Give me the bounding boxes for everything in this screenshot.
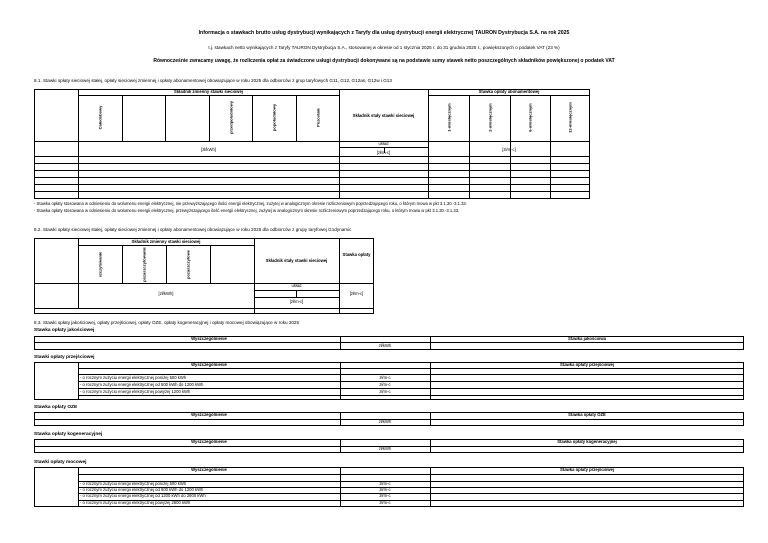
- unit-abon-zl-mc: [zł/m-c]: [502, 147, 516, 152]
- transition-row-unit: zł/m-c: [379, 389, 391, 394]
- oze-col-desc: Wyszczególnienie: [191, 412, 227, 417]
- col-pozaszczytowe: pozaszczytowe: [185, 250, 191, 279]
- unit-zl-mc: [zł/m-c]: [376, 150, 391, 155]
- section-8-1-heading: 8.1. Stawki opłaty sieciowej stałej, opłaty sieciowej zmiennej i opłaty abonamentowej obowiązujące w roku 2025 dla odbiorców z grup taryfowych G11, G12, G12as, G12w i G13: [34, 78, 392, 83]
- document-subtitle: t.j. stawkach netto wynikających z Taryfy TAURON Dystrybucja S.A., stosowanej w okresie od 1 stycznia 2025 r. do 31 grudnia 2025 r., powiększonych o podatek VAT (23 %): [208, 45, 560, 50]
- transition-row: - o rocznym zużyciu energii elektrycznej poniżej 500 kWh: [80, 375, 187, 380]
- oze-unit: zł/kWh: [378, 419, 392, 424]
- col-12-miesieczny: 12-miesięcznym: [567, 102, 573, 133]
- g1-unit-abon: [zł/m-c]: [349, 291, 364, 296]
- cogeneration-col-rate: Stawka opłaty kogeneracyjnej: [557, 439, 617, 444]
- transition-col-desc: Wyszczególnienie: [191, 362, 227, 367]
- capacity-fee-label: Stawki opłaty mocowej: [34, 460, 87, 465]
- col-pozostale: Pozostałe: [315, 108, 321, 127]
- g1-uklad: układ: [291, 283, 302, 288]
- variable-component-header: Składnik zmienny stawki sieciowej: [174, 89, 243, 94]
- fixed-component-header: Składnik stały stawki sieciowej: [352, 113, 415, 118]
- col-calodobowy: Całodobowy: [97, 105, 103, 130]
- col-szczytowanie: szczytowanie: [97, 251, 103, 278]
- col-2-miesieczny: 2-miesięcznym: [487, 103, 493, 132]
- oze-fee-label: Stawka opłaty OZE: [34, 405, 78, 410]
- transition-fee-label: Stawki opłaty przejściowej: [34, 355, 95, 360]
- cogeneration-fee-label: Stawka opłaty kogeneracyjnej: [34, 432, 103, 437]
- g1-variable-header: Składnik zmienny stawki sieciowej: [131, 239, 201, 244]
- capacity-row-unit: zł/m-c: [379, 493, 391, 498]
- g1-unit-zl-kwh: [zł/kWh]: [158, 291, 174, 296]
- quality-col-desc: Wyszczególnienie: [191, 336, 227, 341]
- unit-zl-kwh: [zł/kWh]: [201, 147, 216, 152]
- capacity-col-rate: Stawka opłaty przejściowej: [560, 467, 614, 472]
- transition-row-unit: zł/m-c: [379, 382, 391, 387]
- g1-abon-header: Stawka opłaty: [342, 252, 371, 257]
- col-6-miesieczny: 6-miesięcznym: [527, 103, 533, 132]
- transition-col-rate: Stawka opłaty przejściowej: [560, 362, 614, 367]
- note-1: - Stawka opłaty stosowana w odniesieniu do wolumenu energii elektrycznej, nie przewyższającego ilości energii elektrycznej, zużytej w analogicznym okresie rozliczeniowym poprzedzającego roku, o którym mowa w pkt 3.1.30.-3.1.33.: [34, 201, 467, 206]
- capacity-row: - o rocznym zużyciu energii elektrycznej od 1200 kWh do 2800 kWh: [80, 493, 206, 498]
- uklad-label: układ: [378, 141, 389, 146]
- oze-col-rate: Stawka opłaty OZE: [568, 412, 606, 417]
- g1-fixed-header: Składnik stały stawki sieciowej: [265, 258, 328, 263]
- col-pozaszczytowanie: pozaszczytowanie: [141, 247, 147, 282]
- capacity-row-unit: zł/m-c: [379, 481, 391, 486]
- transition-row-unit: zł/m-c: [379, 375, 391, 380]
- capacity-row: - o rocznym zużyciu energii elektrycznej powyżej 2800 kWh: [80, 500, 191, 505]
- document-notice: Równocześnie zwracamy uwagę, że rozliczenia opłat za świadczone usługi dystrybucji dokonywane są na podstawie sumy stawek netto poszczególnych składników powiększonej o podatek VAT: [153, 58, 615, 64]
- capacity-col-desc: Wyszczególnienie: [191, 467, 227, 472]
- col-popoludniowy: popołudniowy: [271, 103, 277, 132]
- transition-row: - o rocznym zużyciu energii elektrycznej od 500 kWh do 1200 kWh: [80, 382, 204, 387]
- capacity-row: - o rocznym zużyciu energii elektrycznej poniżej 500 kWh: [80, 481, 187, 486]
- capacity-row-unit: zł/m-c: [379, 500, 391, 505]
- quality-unit: zł/kWh: [378, 343, 392, 348]
- cogeneration-col-desc: Wyszczególnienie: [191, 439, 227, 444]
- col-1-miesieczny: 1-miesięcznym: [446, 103, 452, 132]
- capacity-row-unit: zł/m-c: [379, 487, 391, 492]
- cogeneration-unit: zł/kWh: [378, 446, 392, 451]
- document-title: Informacja o stawkach brutto usług dystrybucji wynikających z Taryfy dla usług dystrybucji energii elektrycznej TAURON Dystrybucja S.A. na rok 2025: [198, 30, 570, 36]
- section-8-3-heading: 8.3. Stawki opłaty jakościowej, opłaty przejściowej, opłaty OZE, opłaty kogeneracyjnej i opłaty mocowej obowiązujące w roku 2025: [34, 320, 300, 325]
- subscription-fee-header: Stawka opłaty abonamentowej: [478, 89, 540, 94]
- quality-col-rate: Stawka jakościowa: [568, 336, 606, 341]
- g1-unit-zl-mc: [zł/m-c]: [289, 299, 304, 304]
- section-8-2-heading: 8.2. Stawki opłaty sieciowej stałej, opłaty sieciowej zmiennej i opłaty abonamentowej obowiązujące w roku 2025 dla odbiorców z grupy taryfowej G1dynamic: [34, 227, 352, 232]
- note-2: - Stawka opłaty stosowana w odniesieniu do wolumenu energii elektrycznej, przewyższającego ilość energii elektrycznej, zużytej w analogicznym okresie rozliczeniowym poprzedzającego roku, o którym mowa w pkt 3.1.30.-3.1.33.: [34, 208, 460, 213]
- transition-row: - o rocznym zużyciu energii elektrycznej powyżej 1200 kWh: [80, 389, 191, 394]
- capacity-row: - o rocznym zużyciu energii elektrycznej od 500 kWh do 1200 kWh: [80, 487, 204, 492]
- col-przedpoludniowy: przedpołudniowy: [228, 101, 234, 134]
- quality-fee-label: Stawka opłaty jakościowej: [34, 328, 95, 333]
